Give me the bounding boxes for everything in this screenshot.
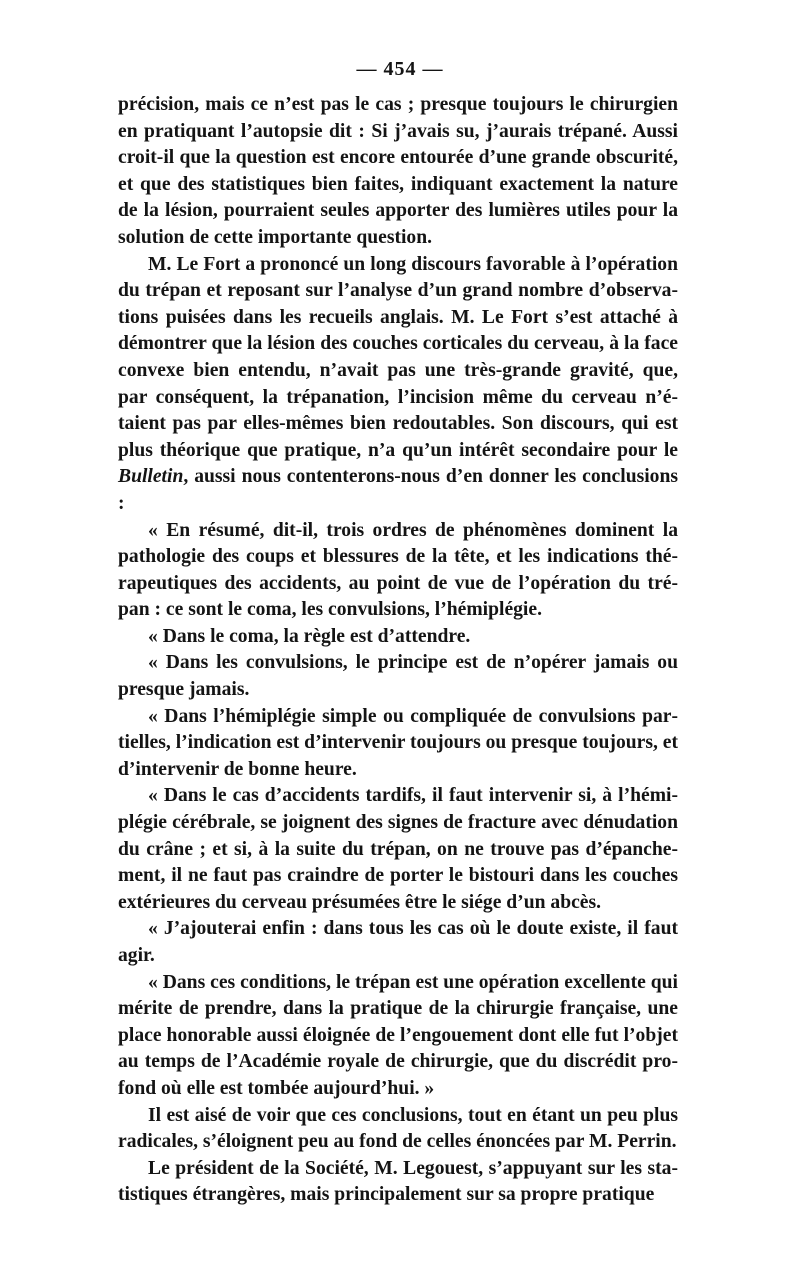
paragraph-3: « En résumé, dit-il, trois ordres de phénomènes dominent la pathologie des coups et blessures de la tête, et les indications thérapeutiques des accidents, au point de vue de l’opération du trépan : ce sont le coma, les convulsions, l’hémiplégie. (118, 519, 678, 621)
bulletin-title: Bulletin (118, 466, 184, 488)
page-number: — 454 — (356, 58, 444, 80)
paragraph-11: Le président de la Société, M. Legouest, s’appuyant sur les statistiques étrangères, mais principalement sur sa propre pratique (118, 1157, 678, 1206)
paragraph-7: « Dans le cas d’accidents tardifs, il faut intervenir si, à l’hémiplégie cérébrale, se joignent des signes de fracture avec dénudation du crâne ; et si, à la suite du trépan, on ne trouve pas d’épanchement, il ne faut pas craindre de porter le bistouri dans les couches extérieures du cerveau présumées être le siége d’un abcès. (118, 785, 678, 913)
paragraph-6: « Dans l’hémiplégie simple ou compliquée de convulsions partielles, l’indication est d’intervenir toujours ou presque toujours, et d’intervenir de bonne heure. (118, 705, 678, 780)
body-text (118, 92, 678, 1209)
paragraph-5: « Dans les convulsions, le principe est de n’opérer jamais ou presque jamais. (118, 652, 678, 701)
paragraph-1: précision, mais ce n’est pas le cas ; presque toujours le chirurgien en pratiquant l’autopsie dit : Si j’avais su, j’aurais trépané. Aussi croit-il que la question est encore entourée d’une grande obscurité, et que des statistiques bien faites, indiquant exactement la nature de la lésion, pourraient seules apporter des lumières utiles pour la solution de cette importante question. (118, 94, 678, 248)
paragraph-8: « J’ajouterai enfin : dans tous les cas où le doute existe, il faut agir. (118, 918, 678, 966)
paragraph-2-tail: , aussi nous contenterons-nous d’en donner les conclusions : (118, 466, 678, 514)
paragraph-4: « Dans le coma, la règle est d’attendre. (148, 625, 471, 647)
paragraph-2 (118, 252, 678, 518)
paragraph-10: Il est aisé de voir que ces conclusions, tout en étant un peu plus radicales, s’éloignent peu au fond de celles énoncées par M. Perrin. (118, 1104, 678, 1153)
paragraph-9: « Dans ces conditions, le trépan est une opération excellente qui mérite de prendre, dans la pratique de la chirurgie française, une place honorable aussi éloignée de l’engouement dont elle fut l’objet au temps de l’Académie royale de chirurgie, que du discrédit profond où elle est tombée aujourd’hui. » (118, 971, 678, 1099)
paragraph-2-text: M. Le Fort a prononcé un long discours favorable à l’opération du trépan et reposant sur l’analyse d’un grand nombre d’observations puisées dans les recueils anglais. M. Le Fort s’est attaché à démontrer que la lésion des couches corticales du cerveau, à la face convexe bien entendu, n’avait pas une très-grande gravité, que, par conséquent, la trépanation, l’incision même du cerveau n’étaient pas par elles-mêmes bien redoutables. Son discours, qui est plus théorique que pratique, n’a qu’un intérêt secondaire pour le (118, 253, 678, 461)
